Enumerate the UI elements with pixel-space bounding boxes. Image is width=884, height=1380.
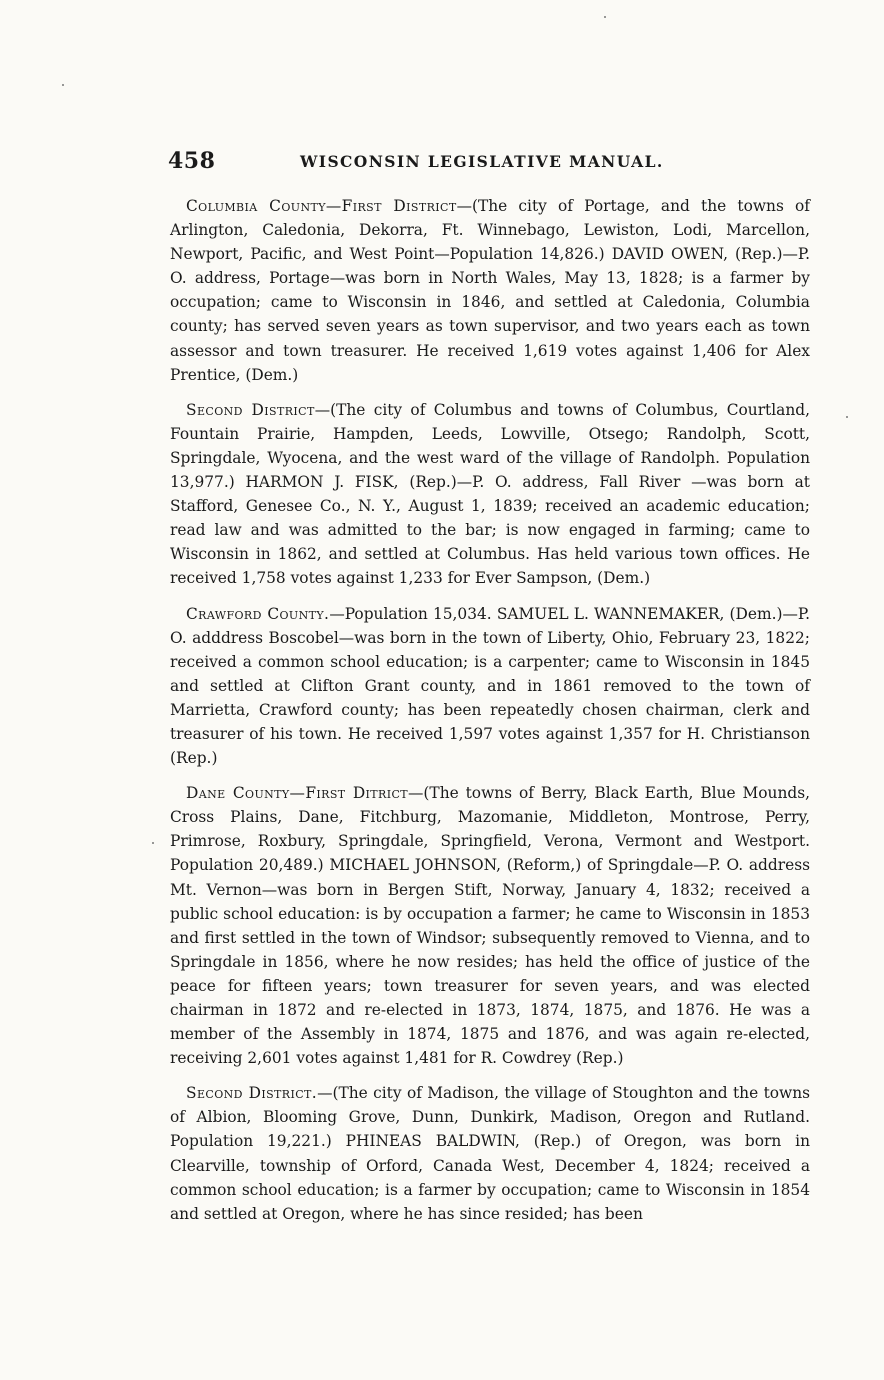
entry-crawford-county: [170, 602, 810, 771]
entry-heading: Second District: [186, 400, 315, 419]
entry-heading: Crawford County.: [186, 604, 330, 623]
entry-dane-second-district: [170, 1081, 810, 1226]
entry-text: —(The towns of Berry, Black Earth, Blue Mounds, Cross Plains, Dane, Fitchburg, Mazomanie, Middleton, Montrose, Perry, Primrose, Roxbury, Springdale, Springfield, Verona, Vermont and Westport. Population 20,489.) MICHAEL JOHNSON, (Reform,) of Springdale—P. O. address Mt. Vernon—was born in Bergen Stift, Norway, January 4, 1832; received a public school education: is by occupation a farmer; he came to Wisconsin in 1853 and first settled in the town of Windsor; subsequently removed to Vienna, and to Springdale in 1856, where he now resides; has held the office of justice of the peace for fifteen years; town treasurer for seven years, and was elected chairman in 1872 and re-elected in 1873, 1874, 1875, and 1876. He was a member of the Assembly in 1874, 1875 and 1876, and was again re-elected, receiving 2,601 votes against 1,481 for R. Cowdrey (Rep.): [170, 784, 811, 1068]
scan-speck: [152, 842, 154, 844]
entry-columbia-second-district: [170, 398, 810, 591]
entry-dane-first-district: [170, 781, 810, 1070]
entry-text: —(The city of Portage, and the towns of Arlington, Caledonia, Dekorra, Ft. Winnebago, Lewiston, Lodi, Marcellon, Newport, Pacific, and West Point—Population 14,826.) DAVID OWEN, (Rep.)—P. O. address, Portage—was born in North Wales, May 13, 1828; is a farmer by occupation; came to Wisconsin in 1846, and settled at Caledonia, Columbia county; has served seven years as town supervisor, and two years each as town assessor and town treasurer. He received 1,619 votes against 1,406 for Alex Prentice, (Dem.): [170, 197, 811, 384]
scan-speck: [604, 16, 606, 18]
page-number: 458: [168, 148, 216, 174]
entry-columbia-first-district: [170, 194, 810, 387]
page-header: [168, 148, 808, 178]
scan-speck: [62, 84, 64, 86]
entry-heading: Columbia County—First District: [186, 197, 457, 215]
entry-text: —(The city of Columbus and towns of Columbus, Courtland, Fountain Prairie, Hampden, Leeds, Lowville, Otsego; Randolph, Scott, Springdale, Wyocena, and the west ward of the village of Randolph. Population 13,977.) HARMON J. FISK, (Rep.)—P. O. address, Fall River —was born at Stafford, Genesee Co., N. Y., August 1, 1839; received an academic education; read law and was admitted to the bar; is now engaged in farming; came to Wisconsin in 1862, and settled at Columbus. Has held various town offices. He received 1,758 votes against 1,233 for Ever Sampson, (Dem.): [170, 400, 810, 588]
body-text: [170, 194, 810, 1237]
entry-text: —(The city of Madison, the village of Stoughton and the towns of Albion, Blooming Grove, Dunn, Dunkirk, Madison, Oregon and Rutland. Population 19,221.) PHINEAS BALDWIN, (Rep.) of Oregon, was born in Clearville, township of Orford, Canada West, December 4, 1824; received a common school education; is a farmer by occupation; came to Wisconsin in 1854 and settled at Oregon, where he has since resided; has been: [170, 1084, 811, 1223]
entry-heading: Dane County—First Ditrict: [186, 784, 409, 803]
entry-text: —Population 15,034. SAMUEL L. WANNEMAKER, (Dem.)—P. O. adddress Boscobel—was born in the town of Liberty, Ohio, February 23, 1822; received a common school education; is a carpenter; came to Wisconsin in 1845 and settled at Clifton Grant county, and in 1861 removed to the town of Marrietta, Crawford county; has been repeatedly chosen chairman, clerk and treasurer of his town. He received 1,597 votes against 1,357 for H. Christianson (Rep.): [170, 604, 810, 768]
entry-heading: Second District.: [186, 1084, 318, 1103]
running-head: WISCONSIN LEGISLATIVE MANUAL.: [300, 152, 664, 171]
scan-speck: [846, 416, 848, 418]
